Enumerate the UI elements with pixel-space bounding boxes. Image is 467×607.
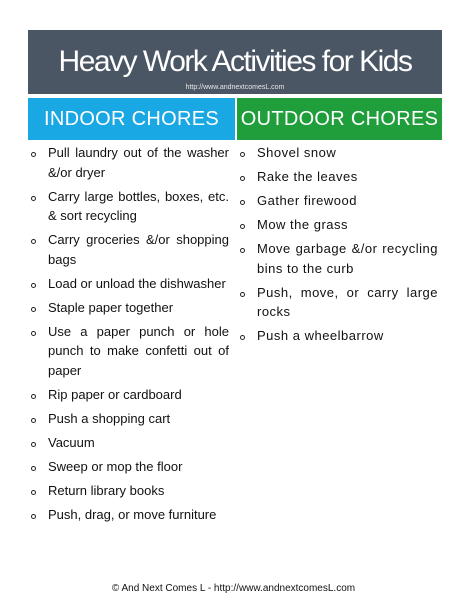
list-item-text: Push, move, or carry large rocks <box>257 284 438 319</box>
list-item-text: Gather firewood <box>257 193 357 208</box>
list-item-text: Shovel snow <box>257 145 337 160</box>
list-item <box>29 187 229 226</box>
list-item <box>29 322 229 381</box>
list-item <box>29 481 229 501</box>
circle-bullet-icon <box>31 307 36 312</box>
list-item-text: Pull laundry out of the washer &/or dryer <box>48 145 229 180</box>
circle-bullet-icon <box>31 152 36 157</box>
outdoor-chores-heading: OUTDOOR CHORES <box>237 98 442 140</box>
list-item <box>29 298 229 318</box>
list-item-text: Move garbage &/or recycling bins to the curb <box>257 241 438 276</box>
outdoor-chores-list <box>238 143 438 350</box>
header-url: http://www.andnextcomesL.com <box>185 84 285 91</box>
footer-copyright: © And Next Comes L - http://www.andnextcomesL.com <box>111 583 356 594</box>
list-item <box>29 433 229 453</box>
list-item <box>29 505 229 525</box>
list-item <box>29 457 229 477</box>
list-item <box>238 283 438 322</box>
page-title: Heavy Work Activities for Kids <box>58 45 412 78</box>
list-item <box>29 143 229 182</box>
indoor-chores-heading: INDOOR CHORES <box>28 98 235 140</box>
list-item-text: Sweep or mop the floor <box>48 458 183 474</box>
list-item-text: Staple paper together <box>48 299 174 315</box>
circle-bullet-icon <box>240 248 245 253</box>
list-item-text: Rip paper or cardboard <box>48 386 182 402</box>
circle-bullet-icon <box>31 331 36 336</box>
circle-bullet-icon <box>31 283 36 288</box>
circle-bullet-icon <box>31 514 36 519</box>
list-item <box>238 215 438 235</box>
list-item-text: Rake the leaves <box>257 169 358 184</box>
circle-bullet-icon <box>31 466 36 471</box>
list-item-text: Mow the grass <box>257 217 349 232</box>
list-item-text: Return library books <box>48 482 165 498</box>
list-item-text: Carry groceries &/or shopping bags <box>48 232 229 267</box>
list-item-text: Push a wheelbarrow <box>257 328 384 343</box>
list-item <box>238 167 438 187</box>
circle-bullet-icon <box>31 442 36 447</box>
list-item <box>238 326 438 346</box>
circle-bullet-icon <box>31 418 36 423</box>
list-item-text: Push a shopping cart <box>48 410 171 426</box>
list-item-text: Load or unload the dishwasher <box>48 275 226 291</box>
list-item-text: Use a paper punch or hole punch to make confetti out of paper <box>48 323 229 378</box>
circle-bullet-icon <box>240 176 245 181</box>
circle-bullet-icon <box>31 239 36 244</box>
indoor-chores-list <box>29 143 229 529</box>
list-item-text: Push, drag, or move furniture <box>48 506 217 522</box>
list-item <box>29 274 229 294</box>
circle-bullet-icon <box>240 200 245 205</box>
circle-bullet-icon <box>31 490 36 495</box>
list-item <box>238 239 438 278</box>
list-item-text: Carry large bottles, boxes, etc. & sort recycling <box>48 188 229 223</box>
header-banner <box>28 30 442 94</box>
circle-bullet-icon <box>240 152 245 157</box>
circle-bullet-icon <box>240 292 245 297</box>
list-item <box>238 143 438 163</box>
circle-bullet-icon <box>31 394 36 399</box>
circle-bullet-icon <box>31 196 36 201</box>
circle-bullet-icon <box>240 224 245 229</box>
list-item <box>29 409 229 429</box>
list-item <box>29 230 229 269</box>
list-item <box>238 191 438 211</box>
list-item <box>29 385 229 405</box>
circle-bullet-icon <box>240 335 245 340</box>
list-item-text: Vacuum <box>48 434 95 450</box>
